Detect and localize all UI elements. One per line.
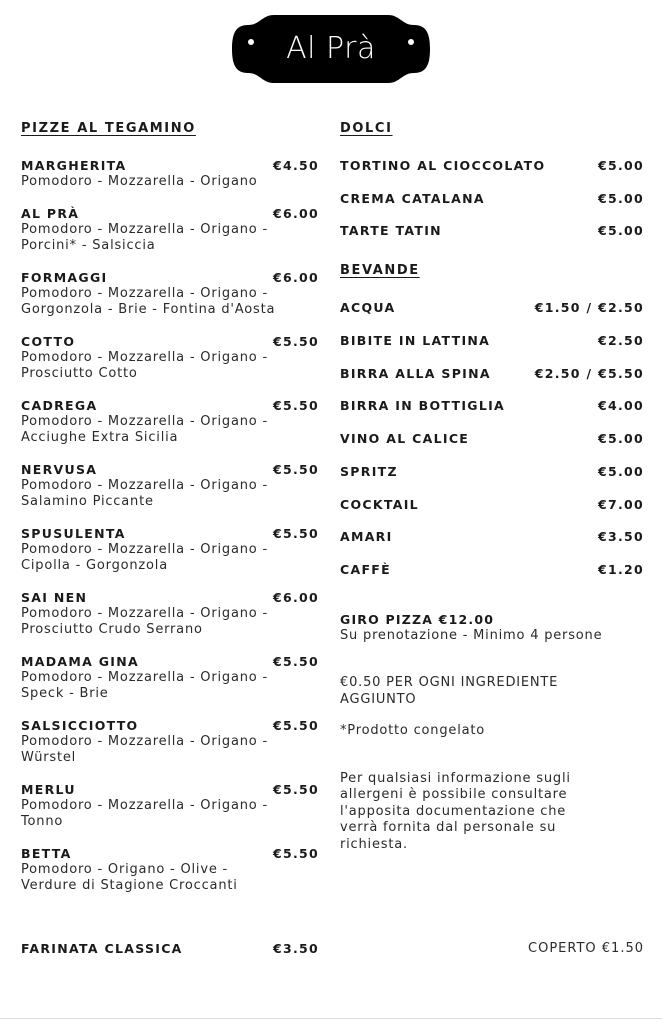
drink-item [340,332,644,349]
item-price: €5.00 [597,158,644,173]
item-price: €5.00 [597,190,644,206]
item-description: Gorgonzola - Brie - Fontina d'Aosta [21,302,276,317]
item-name: FORMAGGI [21,269,108,285]
menu-item-cotto [21,333,319,383]
giro-pizza-description: Su prenotazione - Minimo 4 persone [340,627,603,643]
item-description: Pomodoro - Mozzarella - Origano - [21,285,268,301]
item-name: COCKTAIL [340,496,419,512]
note-line: verrà fornita dal personale su [340,820,557,836]
note-line: €0.50 PER OGNI INGREDIENTE [340,675,559,691]
item-price: €5.00 [597,223,644,239]
item-name: MADAMA GINA [21,653,139,669]
item-description: Pomodoro - Mozzarella - Origano [21,174,258,189]
dessert-item [340,157,644,174]
item-price: €5.50 [272,397,319,413]
item-description: Salamino Piccante [21,494,154,509]
item-price: €5.50 [272,525,319,541]
giro-pizza-title: GIRO PIZZA €12.00 [340,611,495,627]
menu-item-farinata [21,940,319,957]
item-description: Pomodoro - Mozzarella - Origano - [21,797,268,813]
menu-item-formaggi [21,269,319,319]
drink-item [340,528,644,545]
menu-item-madama-gina [21,653,319,703]
item-name: COTTO [21,333,76,349]
menu-item-spusulenta [21,525,319,575]
item-price: €5.00 [597,463,644,479]
item-name: TARTE TATIN [340,223,442,239]
item-price: €5.00 [597,431,644,447]
item-description: Pomodoro - Mozzarella - Origano - [21,605,268,621]
menu-item-nervusa [21,461,319,511]
item-name: CAFFÈ [340,561,391,577]
dessert-item [340,222,644,239]
item-name: MARGHERITA [21,158,127,173]
note-line: AGGIUNTO [340,691,417,707]
item-description: Porcini* - Salsiccia [21,238,156,253]
restaurant-title: Al Prà [286,31,376,66]
menu-item-al-pra [21,205,319,255]
item-price: €4.50 [272,158,319,173]
item-price: €5.50 [272,717,319,733]
coperto-charge: COPERTO €1.50 [528,941,644,956]
note-line: richiesta. [340,836,408,852]
note-line: Per qualsiasi informazione sugli [340,770,571,786]
item-description: Verdure di Stagione Croccanti [21,878,238,893]
item-name: SAI NEN [21,589,88,605]
item-name: CADREGA [21,397,98,413]
drink-item [340,365,644,382]
item-name: CREMA CATALANA [340,190,485,206]
item-price: €5.50 [272,845,319,861]
note-line: l'apposita documentazione che [340,803,567,819]
item-description: Speck - Brie [21,686,109,701]
item-price: €6.00 [272,589,319,605]
item-name: BIBITE IN LATTINA [340,333,491,349]
item-description: Prosciutto Cotto [21,366,138,381]
note-line: allergeni è possibile consultare [340,787,568,803]
item-name: BIRRA IN BOTTIGLIA [340,398,506,414]
item-name: SALSICCIOTTO [21,717,139,733]
item-description: Pomodoro - Mozzarella - Origano - [21,541,268,557]
item-price: €6.00 [272,205,319,221]
menu-item-salsicciotto [21,717,319,767]
dolci-section-heading: DOLCI [340,121,393,136]
item-price: €5.50 [272,333,319,349]
item-description: Pomodoro - Mozzarella - Origano - [21,477,268,493]
item-name: NERVUSA [21,461,98,477]
item-name: ACQUA [340,300,396,316]
item-price: €1.50 / €2.50 [534,300,644,316]
item-description: Cipolla - Gorgonzola [21,558,168,573]
item-description: Pomodoro - Mozzarella - Origano - [21,349,268,365]
item-description: Würstel [21,750,77,765]
item-price: €3.50 [597,529,644,545]
menu-item-sai-nen [21,589,319,639]
drink-item [340,496,644,513]
drink-item [340,561,644,578]
pizza-column [21,121,319,909]
ingredient-note [340,675,644,708]
item-description: Pomodoro - Mozzarella - Origano - [21,669,268,685]
drink-item [340,463,644,480]
pizza-section-heading: PIZZE AL TEGAMINO [21,121,196,136]
menu-item-merlu [21,781,319,831]
item-description: Pomodoro - Mozzarella - Origano - [21,413,268,429]
item-description: Prosciutto Crudo Serrano [21,622,203,637]
dessert-item [340,190,644,207]
item-price: €2.50 [597,333,644,349]
giro-pizza-block [340,611,644,645]
drink-item [340,299,644,316]
item-name: AMARI [340,529,393,545]
title-badge [230,13,432,85]
item-price: €4.00 [597,398,644,414]
item-price: €5.50 [272,653,319,669]
item-price: €3.50 [272,941,319,956]
item-price: €5.50 [272,461,319,477]
item-price: €7.00 [597,496,644,512]
dessert-drinks-column [340,121,644,853]
drink-item [340,430,644,447]
menu-item-betta [21,845,319,895]
bottom-divider [0,1018,662,1019]
bevande-section-heading: BEVANDE [340,263,420,279]
allergen-note [340,771,644,854]
drink-item [340,397,644,414]
item-name: SPRITZ [340,463,398,479]
item-name: TORTINO AL CIOCCOLATO [340,158,546,173]
menu-item-margherita [21,157,319,191]
item-name: SPUSULENTA [21,525,126,541]
item-description: Pomodoro - Mozzarella - Origano - [21,221,268,237]
item-name: BETTA [21,845,72,861]
menu-item-cadrega [21,397,319,447]
item-description: Acciughe Extra Sicilia [21,430,179,445]
frozen-note: *Prodotto congelato [340,723,486,739]
item-name: AL PRÀ [21,205,80,221]
item-price: €2.50 / €5.50 [534,365,644,381]
item-price: €5.50 [272,781,319,797]
item-description: Pomodoro - Origano - Olive - [21,861,229,877]
item-name: BIRRA ALLA SPINA [340,365,491,381]
item-name: VINO AL CALICE [340,431,470,447]
item-name: MERLU [21,781,76,797]
item-price: €6.00 [272,269,319,285]
item-description: Tonno [21,814,64,829]
item-price: €1.20 [597,561,644,577]
item-description: Pomodoro - Mozzarella - Origano - [21,733,268,749]
item-name: FARINATA CLASSICA [21,941,183,956]
